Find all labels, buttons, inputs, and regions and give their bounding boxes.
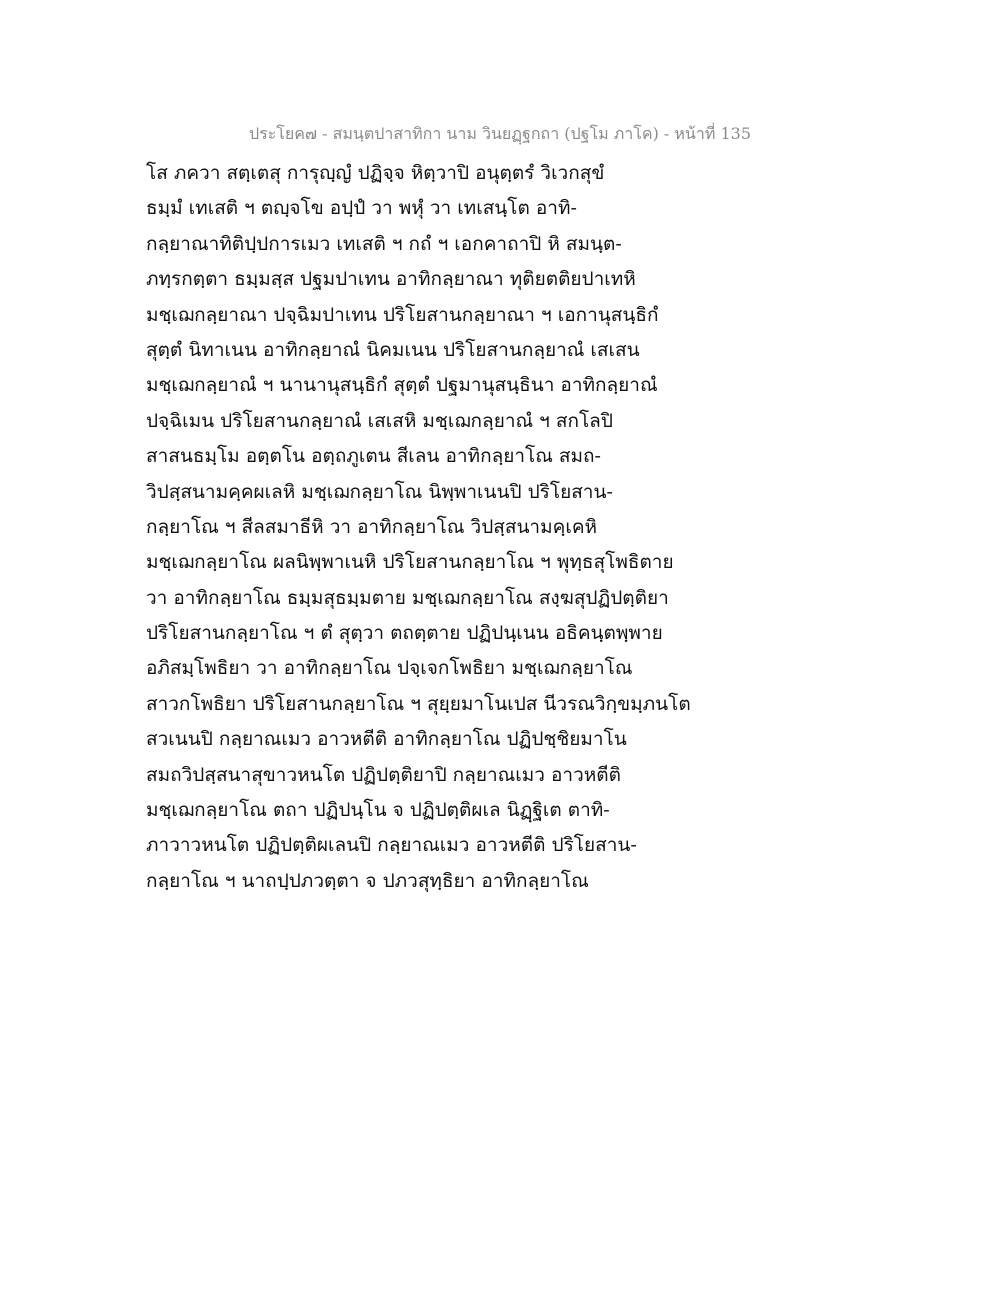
text-line: กลฺยาณาทิติปฺปการเมว เทเสติ ฯ กถํ ฯ เอกคาถาปิ หิ สมนฺต- (146, 232, 622, 255)
running-header: ประโยค๗ - สมนฺตปาสาทิกา นาม วินยฏฺฐกถา (ปฐโม ภาโค) - หน้าที่ 135 (248, 124, 752, 143)
text-line: ปจฺฉิเมน ปริโยสานกลฺยาณํ เสเสหิ มชฺเฌกลฺยาณํ ฯ สกโลปิ (146, 409, 613, 432)
text-line: มชฺเฌกลฺยาโณ ตถา ปฏิปนฺโน จ ปฏิปตฺติผเล นิฏฺฐิเต ตาทิ- (146, 799, 610, 822)
text-line: มชฺเฌกลฺยาโณ ผลนิพฺพาเนหิ ปริโยสานกลฺยาโณ ฯ พุทฺธสุโพธิตาย (146, 551, 674, 574)
text-line: สมถวิปสฺสนาสุขาวหนโต ปฏิปตฺติยาปิ กลฺยาณเมว อาวหตีติ (146, 763, 621, 786)
text-line: ธมฺมํ เทเสติ ฯ ตญฺจโข อปฺปํ วา พหุํ วา เทเสนฺโต อาทิ- (146, 197, 577, 220)
text-line: สวเนนปิ กลฺยาณเมว อาวหตีติ อาทิกลฺยาโณ ปฏิปชฺชิยมาโน (146, 728, 627, 751)
text-line: ปริโยสานกลฺยาโณ ฯ ตํ สุตฺวา ตถตฺตาย ปฏิปนฺเนน อธิคนฺตพฺพาย (146, 622, 663, 645)
text-line: มชฺเฌกลฺยาณํ ฯ นานานุสนฺธิกํ สุตฺตํ ปฐมานุสนฺธินา อาทิกลฺยาณํ (146, 374, 658, 397)
text-line: ภทฺรกตฺตา ธมฺมสฺส ปฐมปาเทน อาทิกลฺยาณา ทุติยตติยปาเทหิ (146, 268, 636, 291)
text-line: วา อาทิกลฺยาโณ ธมฺมสุธมฺมตาย มชฺเฌกลฺยาโณ สงฺฆสุปฏิปตฺติยา (146, 586, 669, 609)
body-text (146, 156, 866, 899)
text-line: สุตฺตํ นิทาเนน อาทิกลฺยาณํ นิคมเนน ปริโยสานกลฺยาณํ เสเสน (146, 338, 640, 361)
text-line: สาสนธมฺโม อตฺตโน อตฺถภูเตน สีเลน อาทิกลฺยาโณ สมถ- (146, 445, 601, 468)
text-line: สาวกโพธิยา ปริโยสานกลฺยาโณ ฯ สุยฺยมาโนเปส นีวรณวิกฺขมฺภนโต (146, 692, 691, 715)
text-line: มชฺเฌกลฺยาณา ปจฺฉิมปาเทน ปริโยสานกลฺยาณา ฯ เอกานุสนฺธิกํ (146, 303, 659, 326)
text-line: ภาวาวหนโต ปฏิปตฺติผเลนปิ กลฺยาณเมว อาวหตีติ ปริโยสาน- (146, 834, 637, 857)
text-line: วิปสฺสนามคฺคผเลหิ มชฺเฌกลฺยาโณ นิพฺพาเนนปิ ปริโยสาน- (146, 480, 613, 503)
text-line: อภิสมฺโพธิยา วา อาทิกลฺยาโณ ปจฺเจกโพธิยา มชฺเฌกลฺยาโณ (146, 657, 633, 680)
text-line: กลฺยาโณ ฯ สีลสมาธีหิ วา อาทิกลฺยาโณ วิปสฺสนามคฺเคหิ (146, 515, 598, 538)
text-line: โส ภควา สตฺเตสุ การุญฺญํ ปฏิจฺจ หิตฺวาปิ อนุตฺตรํ วิเวกสุขํ (146, 162, 605, 184)
text-line: กลฺยาโณ ฯ นาถปฺปภวตฺตา จ ปภวสุทฺธิยา อาทิกลฺยาโณ (146, 869, 589, 892)
